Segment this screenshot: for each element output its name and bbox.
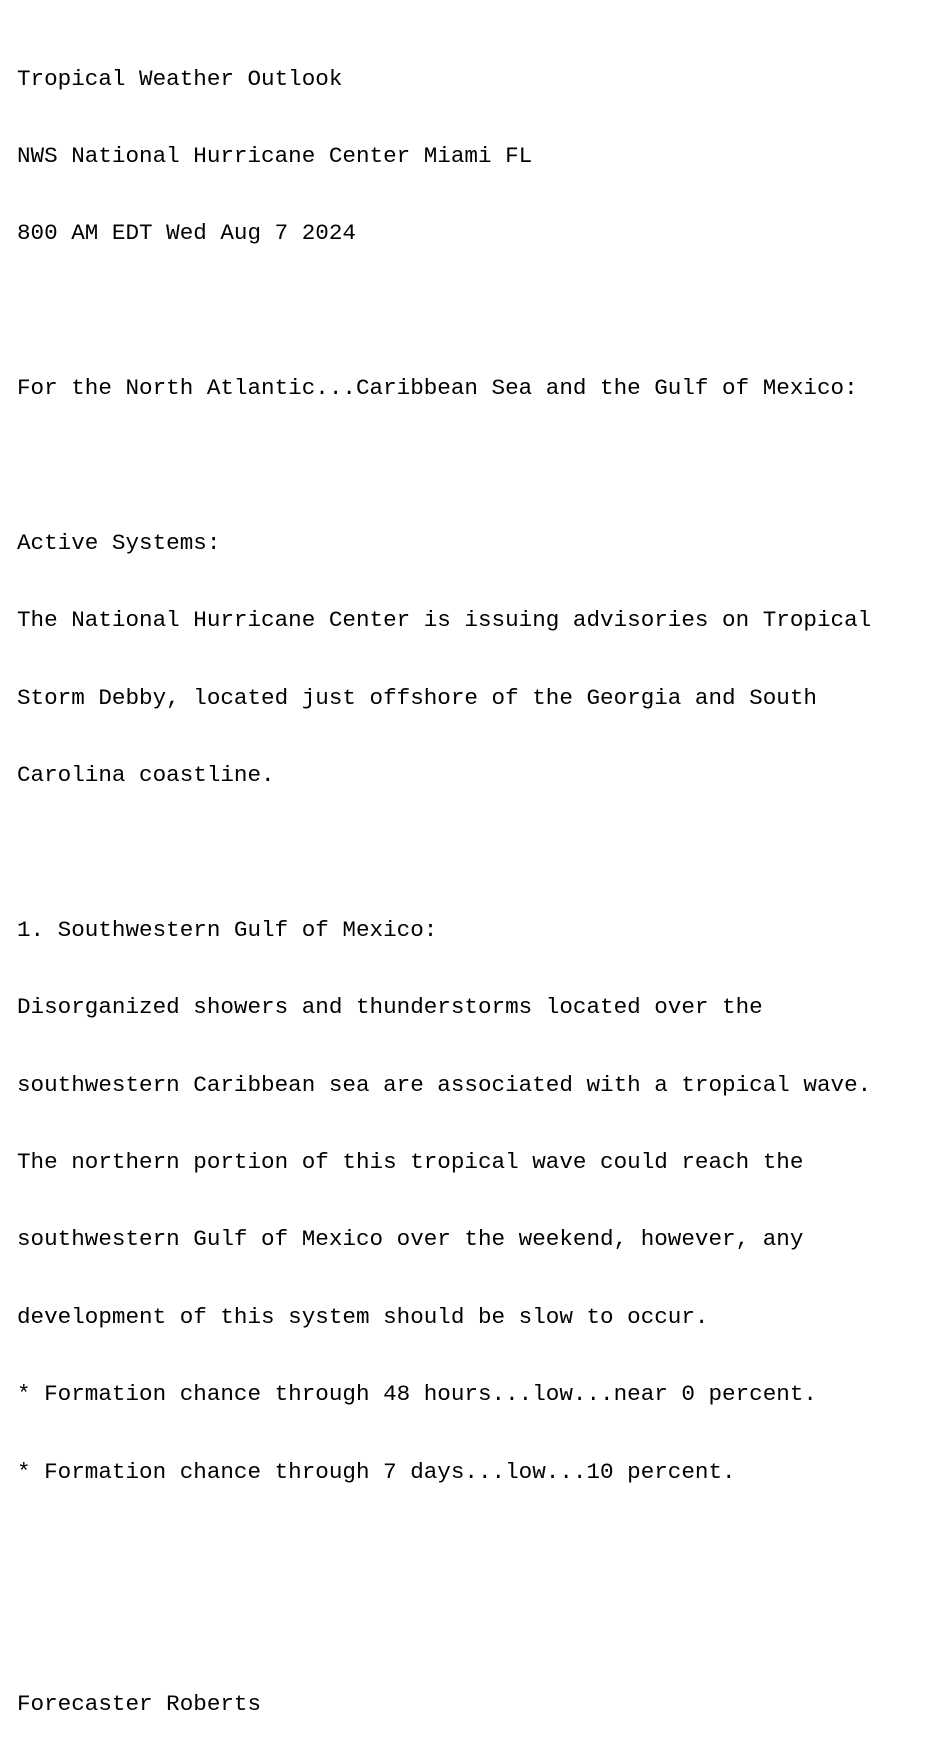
spacer <box>17 1614 942 1640</box>
outlook-document <box>17 15 942 1743</box>
outlook-item-text-line: The northern portion of this tropical wave could reach the <box>17 1149 804 1176</box>
spacer <box>17 1537 942 1563</box>
formation-chance-7d: * Formation chance through 7 days...low...10 percent. <box>17 1458 736 1485</box>
spacer <box>17 454 942 480</box>
active-systems-text-line: The National Hurricane Center is issuing advisories on Tropical <box>17 607 872 634</box>
active-systems-heading: Active Systems: <box>17 529 221 556</box>
outlook-item-text-line: southwestern Caribbean sea are associated with a tropical wave. <box>17 1071 872 1098</box>
spacer <box>17 299 942 325</box>
forecaster-signature: Forecaster Roberts <box>17 1690 262 1717</box>
scope-line: For the North Atlantic...Caribbean Sea and the Gulf of Mexico: <box>17 375 858 402</box>
outlook-item-text-line: development of this system should be slow to occur. <box>17 1303 709 1330</box>
outlook-item-text-line: Disorganized showers and thunderstorms located over the <box>17 994 763 1021</box>
active-systems-text-line: Storm Debby, located just offshore of the Georgia and South <box>17 684 817 711</box>
formation-chance-48h: * Formation chance through 48 hours...low...near 0 percent. <box>17 1381 817 1408</box>
outlook-item-text-line: southwestern Gulf of Mexico over the weekend, however, any <box>17 1226 804 1253</box>
issuing-office: NWS National Hurricane Center Miami FL <box>17 142 533 169</box>
issue-time: 800 AM EDT Wed Aug 7 2024 <box>17 220 356 247</box>
outlook-item-heading: 1. Southwestern Gulf of Mexico: <box>17 916 438 943</box>
spacer <box>17 841 942 867</box>
document-title: Tropical Weather Outlook <box>17 65 343 92</box>
active-systems-text-line: Carolina coastline. <box>17 762 275 789</box>
